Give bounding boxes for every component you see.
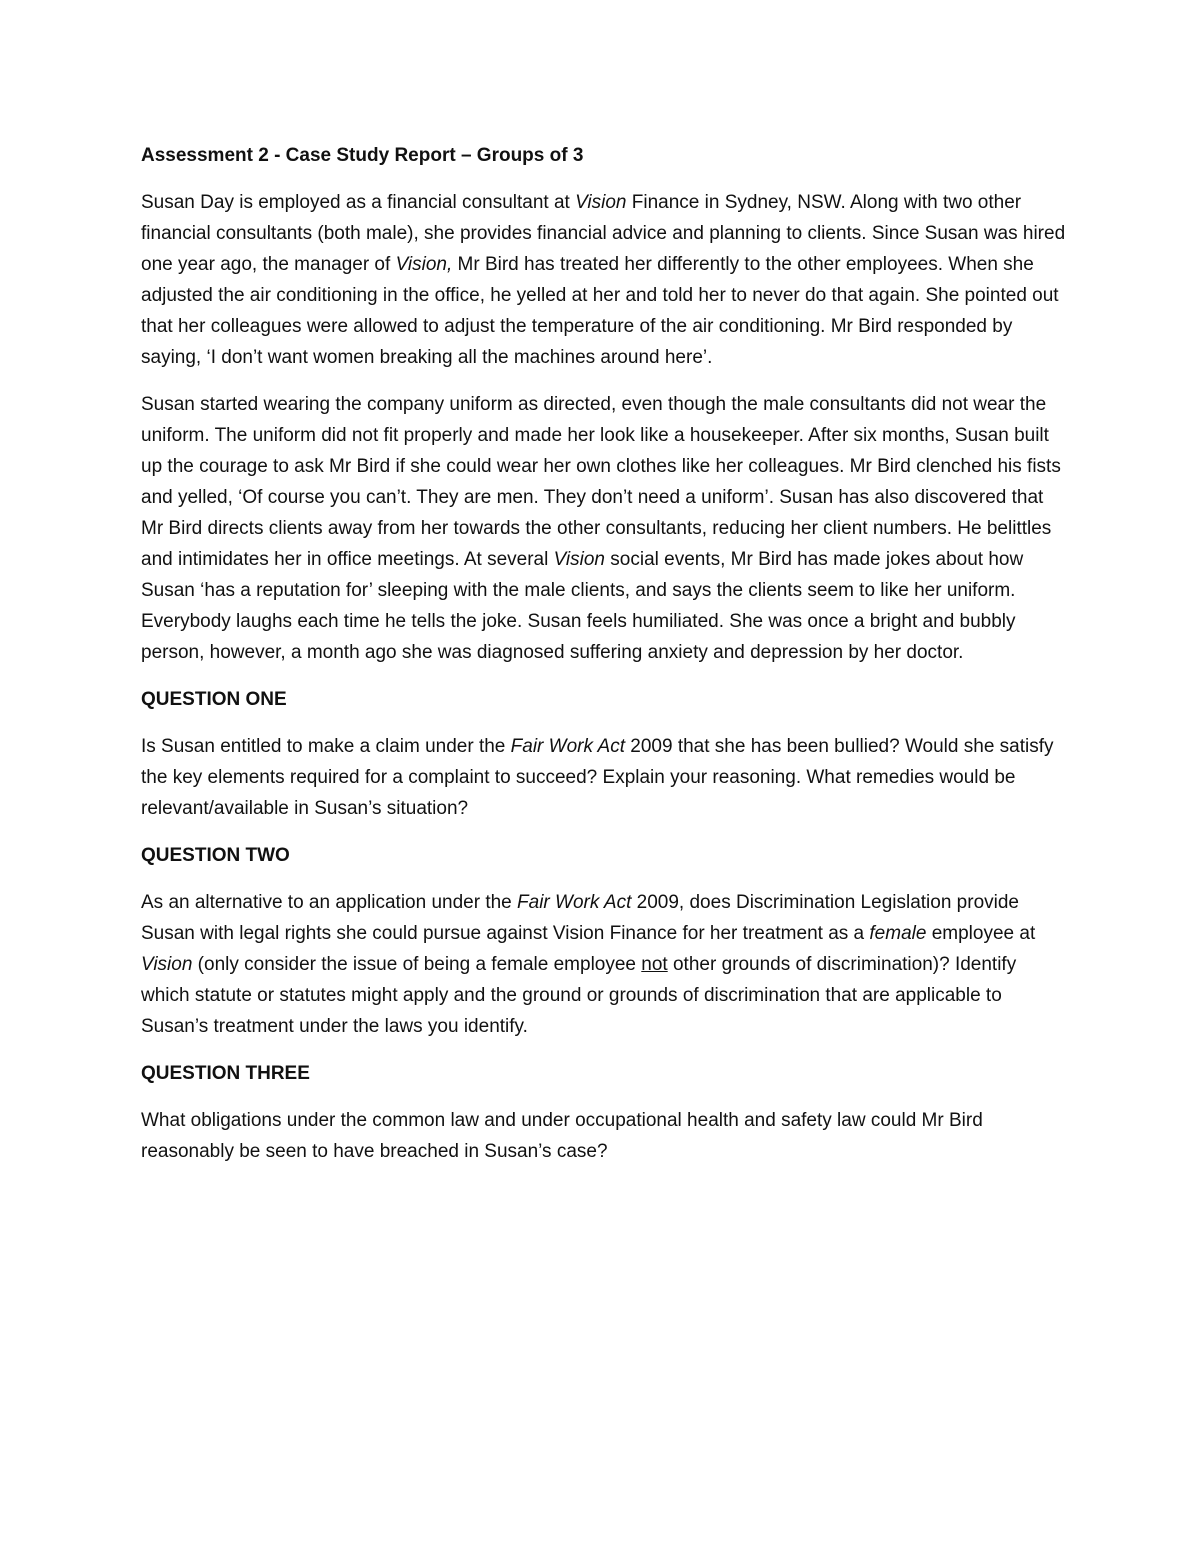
question-two-heading: QUESTION TWO — [141, 845, 290, 866]
question-three-heading: QUESTION THREE — [141, 1063, 310, 1084]
para1-vision-1: Vision — [575, 192, 627, 213]
q2-text-3: employee at — [926, 923, 1036, 944]
para1-vision-2: Vision, — [395, 254, 453, 275]
q2-female: female — [869, 923, 927, 944]
question-one-text — [141, 731, 1066, 824]
q1-text-2: 2009 that she has been bullied? Would she satisfy the key elements required for a complaint to succeed? Explain your reasoning. What remedies would be relevant/available in Susan’s situation? — [141, 736, 1054, 819]
document-page — [141, 140, 1066, 1183]
q2-vision: Vision — [141, 954, 193, 975]
q2-text-5: other grounds of discrimination)? Identify which statute or statutes might apply and the ground or grounds of discrimination that are applicable to Susan’s treatment under the laws you identify. — [141, 954, 1017, 1037]
q2-text-2: 2009, does Discrimination Legislation provide Susan with legal rights she could pursue against Vision Finance for her treatment as a — [141, 892, 1019, 944]
q2-text-4: (only consider the issue of being a female employee — [192, 954, 642, 975]
document-title: Assessment 2 - Case Study Report – Groups of 3 — [141, 145, 584, 166]
q1-text-1: Is Susan entitled to make a claim under the — [141, 736, 511, 757]
para1-text-3: Mr Bird has treated her differently to the other employees. When she adjusted the air conditioning in the office, he yelled at her and told her to never do that again. She pointed out that her colleagues were allowed to adjust the temperature of the air conditioning. Mr Bird responded by saying, ‘I don’t want women breaking all the machines around here’. — [141, 254, 1059, 368]
para2-text-2: social events, Mr Bird has made jokes about how Susan ‘has a reputation for’ sleeping with the male clients, and says the clients seem to like her uniform. Everybody laughs each time he tells the joke. Susan feels humiliated. She was once a bright and bubbly person, however, a month ago she was diagnosed suffering anxiety and depression by her doctor. — [141, 549, 1024, 663]
case-paragraph-1 — [141, 187, 1066, 373]
question-three-text: What obligations under the common law and under occupational health and safety law could Mr Bird reasonably be seen to have breached in Susan’s case? — [141, 1110, 983, 1162]
para2-text-1: Susan started wearing the company uniform as directed, even though the male consultants did not wear the uniform. The uniform did not fit properly and made her look like a housekeeper. After six months, Susan built up the courage to ask Mr Bird if she could wear her own clothes like her colleagues. Mr Bird clenched his fists and yelled, ‘Of course you can’t. They are men. They don’t need a uniform’. Susan has also discovered that Mr Bird directs clients away from her towards the other consultants, reducing her client numbers. He belittles and intimidates her in office meetings. At several — [141, 394, 1061, 570]
para1-text-1: Susan Day is employed as a financial consultant at — [141, 192, 576, 213]
question-one-heading: QUESTION ONE — [141, 689, 287, 710]
q2-act: Fair Work Act — [517, 892, 632, 913]
q2-text-1: As an alternative to an application under the — [141, 892, 518, 913]
q1-act: Fair Work Act — [510, 736, 626, 757]
question-two-text — [141, 887, 1066, 1042]
para2-vision: Vision — [553, 549, 605, 570]
case-paragraph-2 — [141, 389, 1066, 668]
para1-text-2: Finance in Sydney, NSW. Along with two other financial consultants (both male), she provides financial advice and planning to clients. Since Susan was hired one year ago, the manager of — [141, 192, 1066, 275]
q2-not: not — [641, 954, 668, 975]
